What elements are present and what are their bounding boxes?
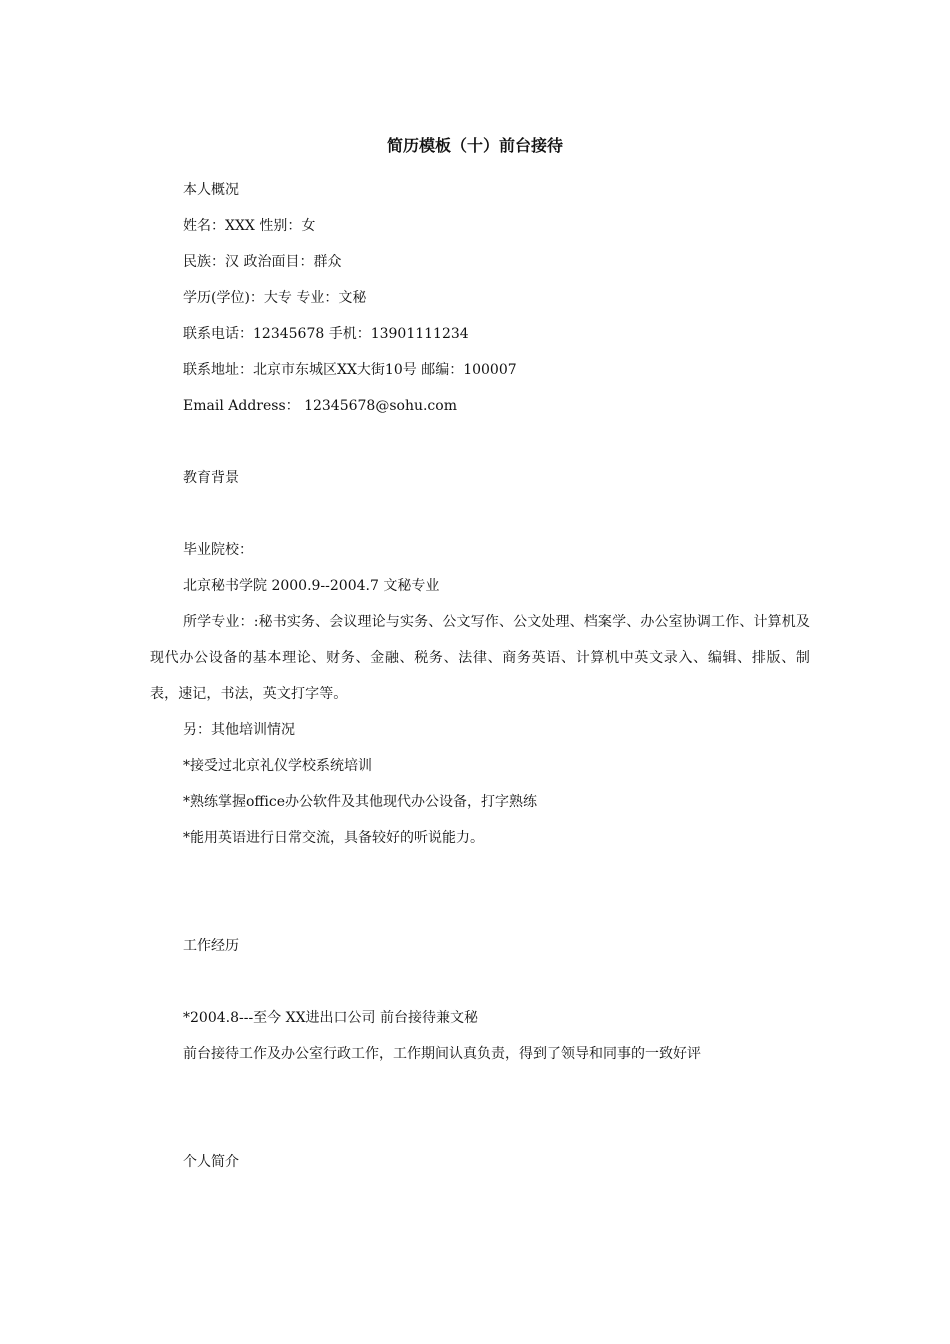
courses-paragraph: 所学专业：:秘书实务、会议理论与实务、公文写作、公文处理、档案学、办公室协调工作、计算机及现代办公设备的基本理论、财务、金融、税务、法律、商务英语、计算机中英文录入、编辑、排版、制表，速记，书法，英文打字等。 (150, 614, 810, 702)
training-label: 另：其他培训情况 (183, 722, 295, 738)
school-label: 毕业院校： (183, 542, 253, 558)
training-item: *熟练掌握office办公软件及其他现代办公设备，打字熟练 (183, 794, 537, 810)
email-line: Email Address： 12345678@sohu.com (183, 398, 457, 414)
phone-line: 联系电话：12345678 手机：13901111234 (183, 326, 469, 342)
section-heading-profile: 本人概况 (183, 182, 239, 198)
education-major-line: 学历(学位)：大专 专业：文秘 (183, 290, 367, 306)
ethnicity-politics-line: 民族：汉 政治面目：群众 (183, 254, 342, 270)
address-line: 联系地址：北京市东城区XX大街10号 邮编：100007 (183, 362, 517, 378)
document-title: 简历模板（十）前台接待 (386, 136, 563, 155)
section-heading-intro: 个人简介 (183, 1154, 239, 1170)
training-item: *能用英语进行日常交流，具备较好的听说能力。 (183, 830, 484, 846)
name-gender-line: 姓名：XXX 性别：女 (183, 218, 316, 234)
work-entry: *2004.8---至今 XX进出口公司 前台接待兼文秘 (183, 1010, 479, 1026)
section-heading-education: 教育背景 (183, 470, 239, 486)
section-heading-work: 工作经历 (183, 938, 239, 954)
training-item: *接受过北京礼仪学校系统培训 (183, 758, 372, 774)
school-line: 北京秘书学院 2000.9--2004.7 文秘专业 (183, 578, 440, 594)
work-description: 前台接待工作及办公室行政工作，工作期间认真负责，得到了领导和同事的一致好评 (183, 1046, 701, 1062)
